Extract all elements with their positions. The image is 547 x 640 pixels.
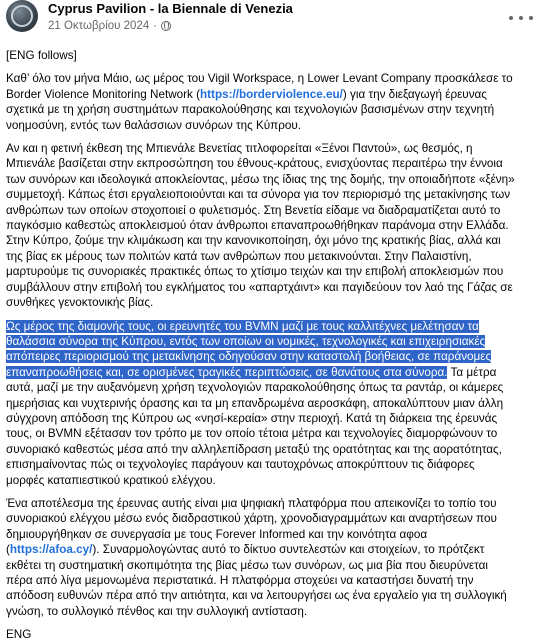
paragraph-3: Ως μέρος της διαμονής τους, οι ερευνητές του BVMN μαζί με τους καλλιτέχνες μελέτησαν τα θαλάσσια σύνορα της Κύπρου, εντός των οποίων οι νομικές, τεχνολογικές και επιχειρησιακές απόπειρες περιορισμού της μετακίνησης οδηγούσαν στην καταστολή βοήθειας, σε παράνομες επαναπροωθήσεις και, σε ορισμένες τραγικές περιπτώσεις, σε θανάτους στα σύνορα. Τα μέτρα αυτά, μαζί με την αυξανόμενη χρήση τεχνολογιών παρακολούθησης όπως τα ραντάρ, οι κάμερες ημερήσιας και νυχτερινής όρασης και τα μη επανδρωμένα αεροσκάφη, αποκαλύπτουν μιαν άλλη σύγχρονη απόδοση της Κύπρου ως «νησί-κεραία» στην περιοχή. Κατά τη διάρκεια της έρευνάς τους, οι BVMN εξέτασαν τον τρόπο με τον οποίο τέτοια μέτρα και τεχνολογίες διαμορφώνουν το συνοριακό καθεστώς μέσα από την αλληλεπίδραση μεταξύ της ορατότητας και της αορατότητας, επισημαίνοντας πώς οι τεχνολογίες παράγουν και ταυτοχρόνως αποκρύπτουν τις διάφορες μορφές καταπιεστικού κρατικού ελέγχου. bbox=[6, 319, 504, 487]
paragraph-2: Αν και η φετινή έκθεση της Μπιενάλε Βενετίας τιτλοφορείται «Ξένοι Παντού», ως θεσμός, η Μπιενάλε βασίζεται στην εκπροσώπηση του έθνους-κράτους, ενισχύοντας περαιτέρω την έννοια των συνόρων και ιδεολογικά αποκλείοντας, μέσω της ίδιας της της δομής, την οποιαδήποτε «ξένη» συμμετοχή. Κάπως έτσι εργαλειοποιούνται και τα σύνορα για τον περιορισμό της μετακίνησης των ανθρώπων των οποίων στοχοποιεί ο φυλετισμός. Στη Βενετία είδαμε να διαδραματίζεται αυτό το παγκόσμιο καθεστώς αποκλεισμού όταν άνθρωποι επαναπροωθήθηκαν παράνομα στην Ελλάδα. Στην Κύπρο, ζούμε την κλιμάκωση και την κανονικοποίηση, όχι μόνο της κρατικής βίας, αλλά και της βίας εκ μέρους των πολιτών κατά των ανθρώπων που μετακινούνται. Στην Παλαιστίνη, μαρτυρούμε τις συνοριακές πρακτικές όπως το χτίσιμο τειχών και την επιβολή αποκλεισμών που συμβάλλουν στην επιβολή του εγκλήματος του «απαρτχάιντ» και παγιδεύουν τον λαό της Γάζας σε συνθήκες γενοκτονικής βίας. bbox=[6, 142, 515, 310]
borderviolence-link[interactable]: https://borderviolence.eu/ bbox=[200, 87, 343, 101]
more-options-button[interactable] bbox=[507, 8, 535, 28]
selected-text[interactable]: απόπειρες περιορισμού της μετακίνησης οδηγούσαν στην καταστολή βοήθειας, σε παράνομες bbox=[6, 350, 492, 364]
paragraph-eng-follows: [ENG follows] bbox=[6, 49, 77, 62]
post-header bbox=[6, 0, 541, 44]
globe-icon bbox=[161, 21, 171, 31]
post-date-link[interactable]: 21 Οκτωβρίου 2024 bbox=[48, 20, 150, 32]
page-name-link[interactable]: Cyprus Pavilion - la Biennale di Venezia bbox=[48, 1, 293, 16]
post-meta bbox=[48, 20, 171, 32]
selected-text[interactable]: επαναπροωθήσεις και, σε ορισμένες τραγικές περιπτώσεις, σε θανάτους στα σύνορα. bbox=[6, 365, 448, 379]
more-options-icon-dot-3 bbox=[529, 16, 533, 20]
page-avatar[interactable] bbox=[6, 0, 38, 32]
post-body bbox=[6, 48, 541, 640]
afoa-link[interactable]: https://afoa.cy/ bbox=[9, 543, 93, 557]
paragraph-5-partial: ENG bbox=[6, 628, 32, 640]
more-options-icon-dot-2 bbox=[519, 16, 523, 20]
selected-text[interactable]: θαλάσσια σύνορα της Κύπρου, εντός των οποίων οι νομικές, τεχνολογικές και επιχειρησιακές bbox=[6, 334, 486, 348]
paragraph-1: Καθ’ όλο τον μήνα Μάιο, ως μέρος του Vigil Workspace, η Lower Levant Company προσκάλεσε το Border Violence Monitoring Network (https://borderviolence.eu/) για την διεξαγωγή έρευνας σχετικά με τη χρήση συστημάτων παρακολούθησης και τεχνολογιών βασισμένων στην τεχνητή νοημοσύνη, εντός των θαλάσσιων συνόρων της Κύπρου. bbox=[6, 72, 513, 132]
meta-separator: · bbox=[153, 20, 158, 32]
selected-text[interactable]: Ως μέρος της διαμονής τους, οι ερευνητές του BVMN μαζί με τους καλλιτέχνες μελέτησαν τα bbox=[6, 319, 479, 333]
paragraph-4: Ένα αποτέλεσμα της έρευνας αυτής είναι μια ψηφιακή πλατφόρμα που απεικονίζει το τοπίο του συνοριακού ελέγχου μέσω ενός διαδραστικού χάρτη, χρονοδιαγραμμάτων και αναρτήσεων που δημιουργήθηκαν σε συνεργασία με τους Forever Informed και την κοινότητα αφοα (https://afoa.cy/). Συναρμολογώντας αυτό το δίκτυο συντελεστών και στοιχείων, το πρότζεκτ εκθέτει τη συστηματική σκοπιμότητα της βίας μέσω των συνόρων, ως μια βία που διευρύνεται πέρα από λίγα μεμονωμένα περιστατικά. Η πλατφόρμα στοχεύει να καταστήσει δυνατή την απόδοση ευθυνών πέρα από την αιτιότητα, και να λειτουργήσει ως ένα εργαλείο για τη συλλογική γνώση, το συλλογικό πένθος και την συλλογική αντίσταση. bbox=[6, 496, 507, 618]
pavilion-avatar-icon bbox=[11, 5, 33, 27]
more-options-icon bbox=[509, 16, 513, 20]
